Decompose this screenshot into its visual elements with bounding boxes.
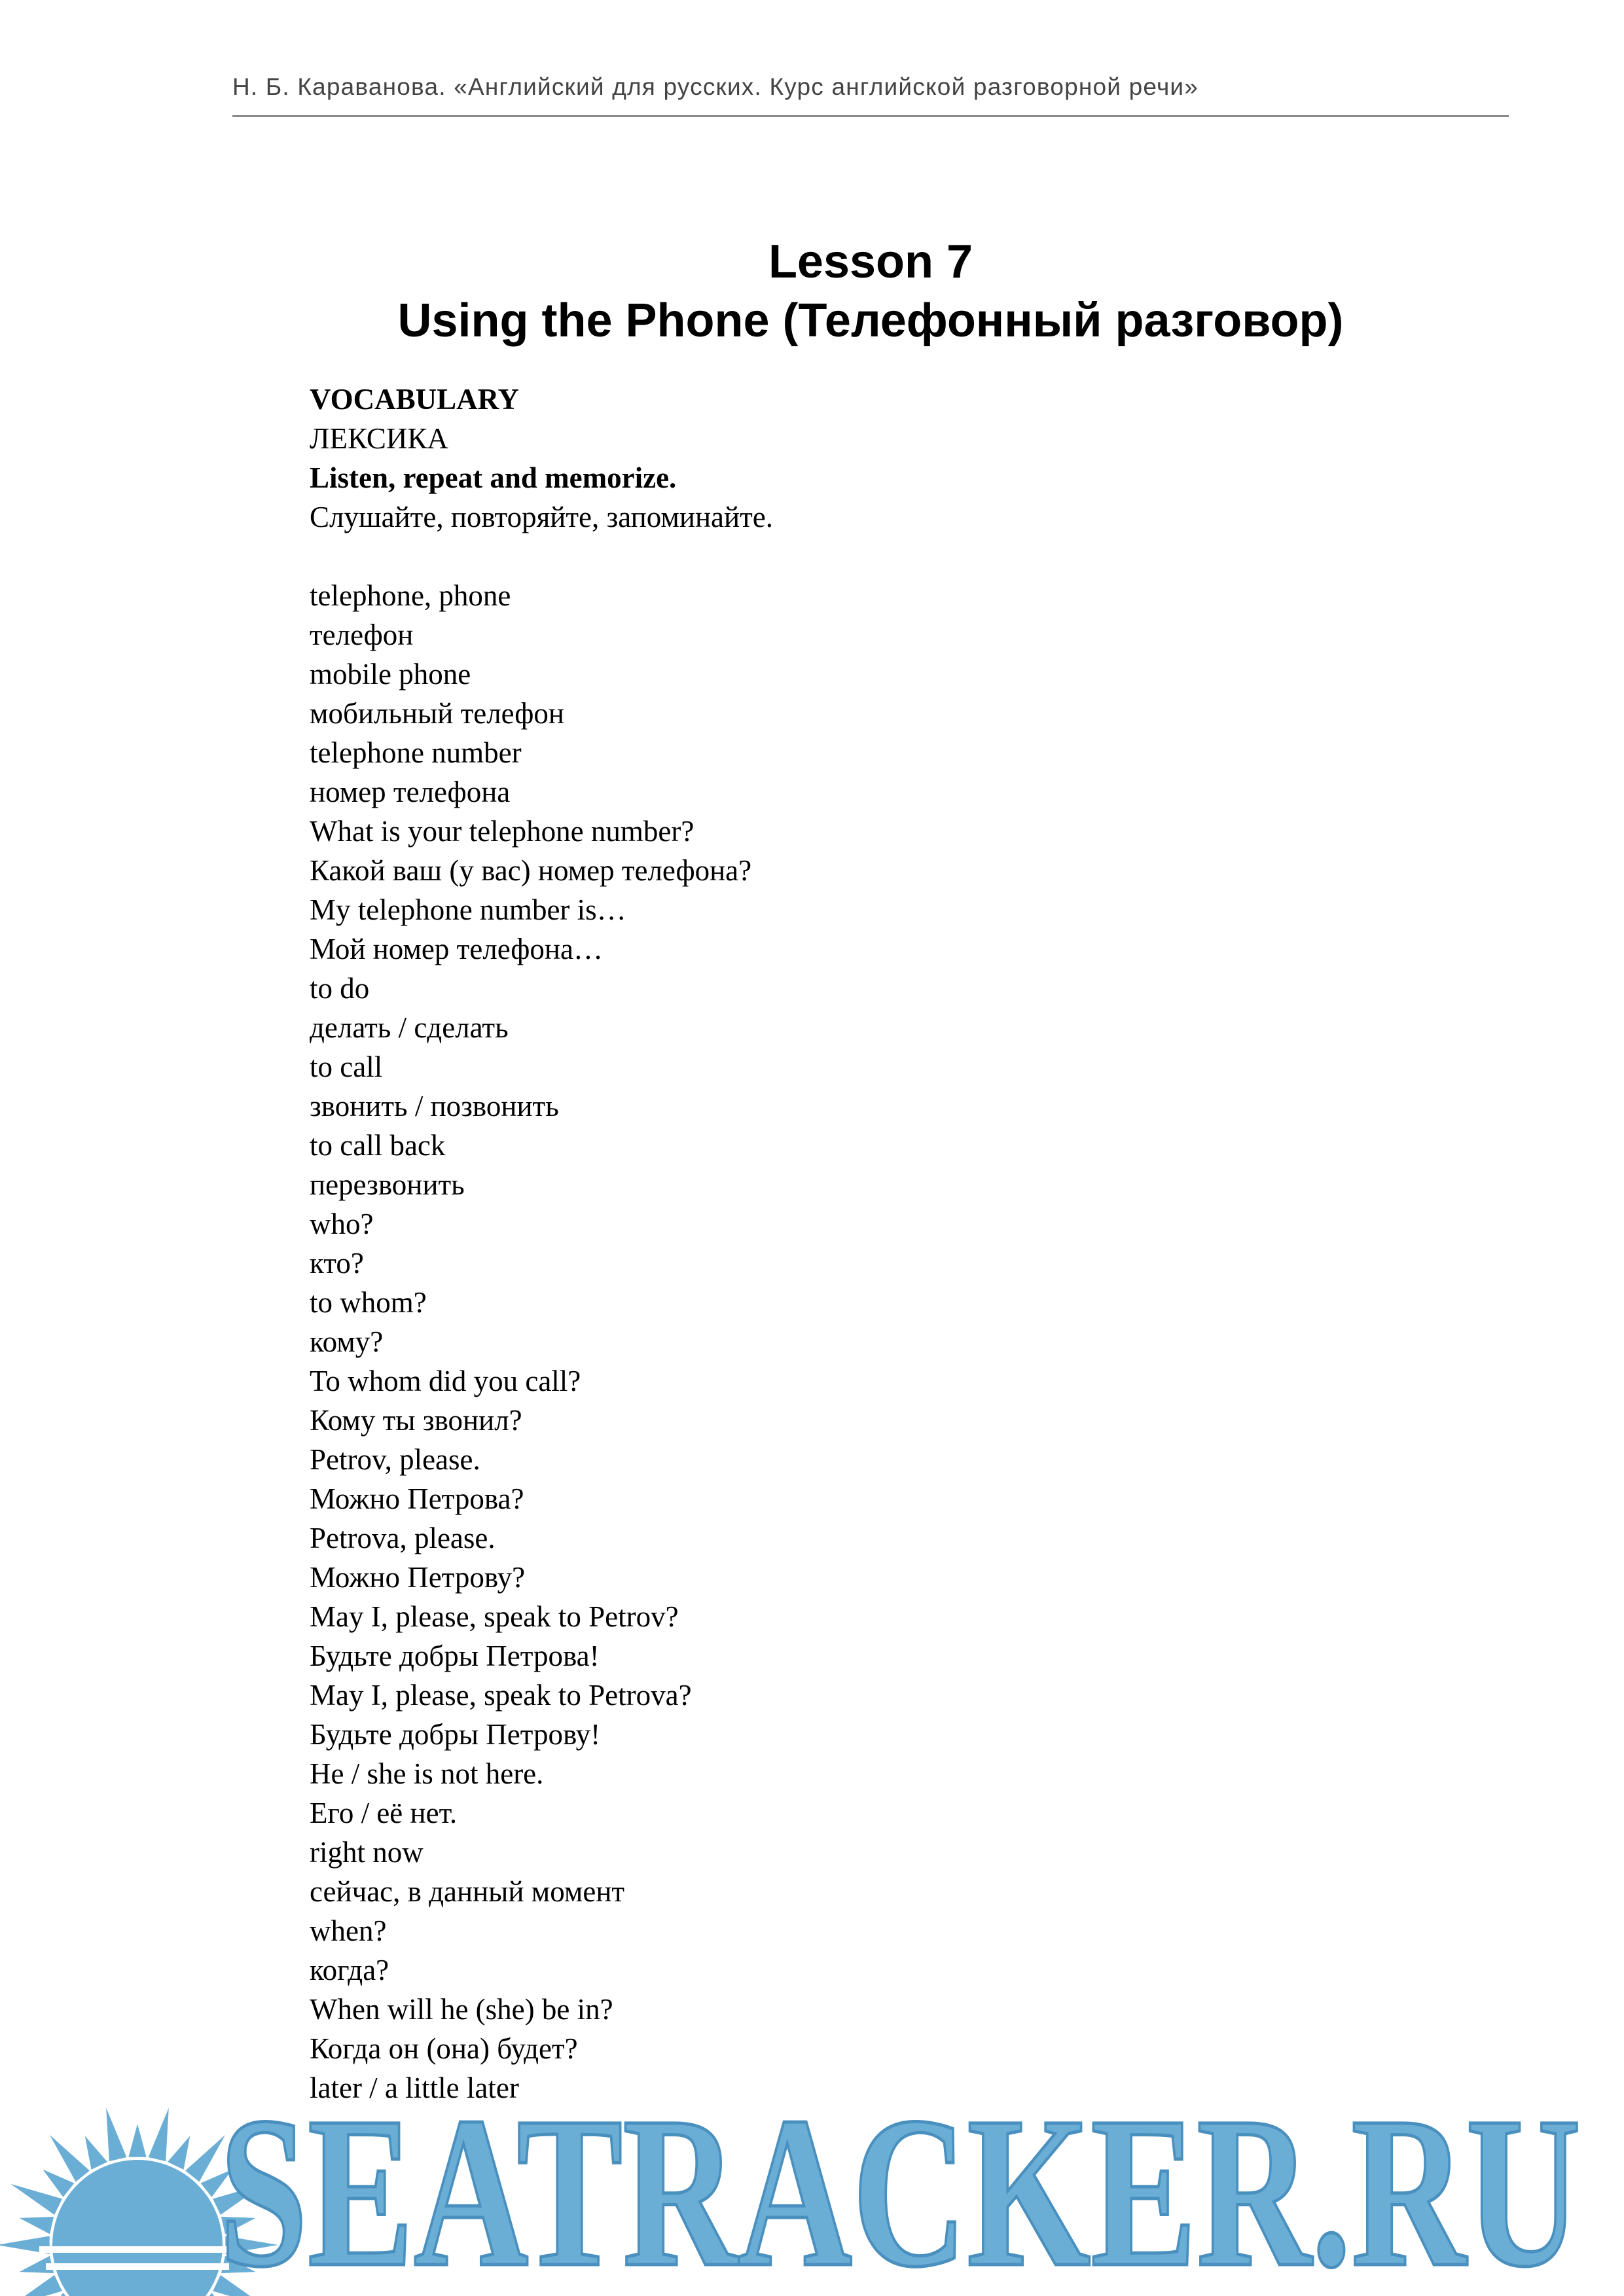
vocabulary-line: номер телефона (310, 776, 511, 808)
vocabulary-line: кто? (310, 1247, 364, 1280)
vocabulary-line: May I, please, speak to Petrova? (310, 1679, 692, 1712)
instruction: Listen, repeat and memorize. (310, 461, 677, 494)
sun-ray (85, 2136, 107, 2170)
vocabulary-heading-ru: ЛЕКСИКА (310, 422, 448, 455)
sun-ray (50, 2135, 90, 2182)
vocabulary-line: when? (310, 1914, 387, 1947)
vocabulary-line: Его / её нет. (310, 1797, 458, 1829)
vocabulary-line: кому? (310, 1325, 384, 1358)
vocabulary-line: Можно Петрова? (310, 1482, 524, 1515)
vocabulary-line: Кому ты звонил? (310, 1404, 522, 1437)
lesson-topic: Using the Phone (Телефонный разговор) (397, 295, 1344, 347)
sun-ray (168, 2136, 190, 2170)
vocabulary-line: May I, please, speak to Petrov? (310, 1600, 679, 1633)
vocabulary-line: right now (310, 1836, 424, 1869)
page-number: 51 (1481, 2138, 1504, 2164)
vocabulary-line: to do (310, 972, 370, 1005)
vocabulary-line: To whom did you call? (310, 1365, 581, 1397)
sun-ray (149, 2108, 169, 2161)
vocabulary-line: Можно Петрову? (310, 1561, 526, 1594)
lesson-title (232, 232, 1509, 350)
vocabulary-line: сейчас, в данный момент (310, 1875, 625, 1908)
spacer (310, 537, 773, 576)
instruction-ru: Слушайте, повторяйте, запоминайте. (310, 501, 773, 533)
vocabulary-line: перезвонить (310, 1168, 465, 1201)
vocabulary-line: When will he (she) be in? (310, 1993, 613, 2026)
vocabulary-line: Petrova, please. (310, 1522, 496, 1554)
vocabulary-list (310, 576, 773, 2108)
vocabulary-line: He / she is not here. (310, 1757, 544, 1790)
vocabulary-line: делать / сделать (310, 1011, 509, 1044)
vocabulary-line: телефон (310, 619, 414, 651)
vocabulary-line: когда? (310, 1954, 389, 1986)
vocabulary-line: later / a little later (310, 2072, 519, 2104)
vocabulary-line: telephone number (310, 736, 522, 769)
vocabulary-line: What is your telephone number? (310, 815, 695, 848)
vocabulary-line: Мой номер телефона… (310, 933, 603, 965)
vocabulary-line: who? (310, 1208, 374, 1240)
vocabulary-line: Будьте добры Петрову! (310, 1718, 601, 1751)
sun-ray (10, 2275, 62, 2296)
sun-ray (20, 2217, 54, 2234)
vocabulary-line: telephone, phone (310, 579, 511, 612)
watermark (0, 2055, 1624, 2296)
sun-ray (43, 2170, 74, 2197)
sun-disc (52, 2160, 223, 2296)
vocabulary-line: Какой ваш (у вас) номер телефона? (310, 854, 752, 887)
vocabulary-line: My telephone number is… (310, 893, 626, 926)
sun-ray (106, 2108, 126, 2161)
vocabulary-line: to whom? (310, 1286, 427, 1319)
watermark-text: SEATRACKER.RU (219, 2073, 1581, 2296)
vocabulary-heading: VOCABULARY (310, 383, 520, 416)
lesson-content (310, 380, 773, 2108)
sun-ray (128, 2124, 146, 2157)
sun-ray (10, 2184, 62, 2215)
vocabulary-line: mobile phone (310, 658, 471, 691)
header-divider (232, 115, 1509, 117)
lesson-number: Lesson 7 (768, 236, 973, 288)
vocabulary-line: мобильный телефон (310, 697, 564, 730)
vocabulary-line: Будьте добры Петрова! (310, 1640, 600, 1672)
vocabulary-line: Когда он (она) будет? (310, 2032, 578, 2065)
running-header: Н. Б. Караванова. «Английский для русских. Курс английской разговорной речи» (232, 73, 1199, 100)
vocabulary-line: to call (310, 1050, 383, 1083)
vocabulary-line: звонить / позвонить (310, 1090, 559, 1122)
vocabulary-line: Petrov, please. (310, 1443, 480, 1476)
vocabulary-line: to call back (310, 1129, 446, 1162)
